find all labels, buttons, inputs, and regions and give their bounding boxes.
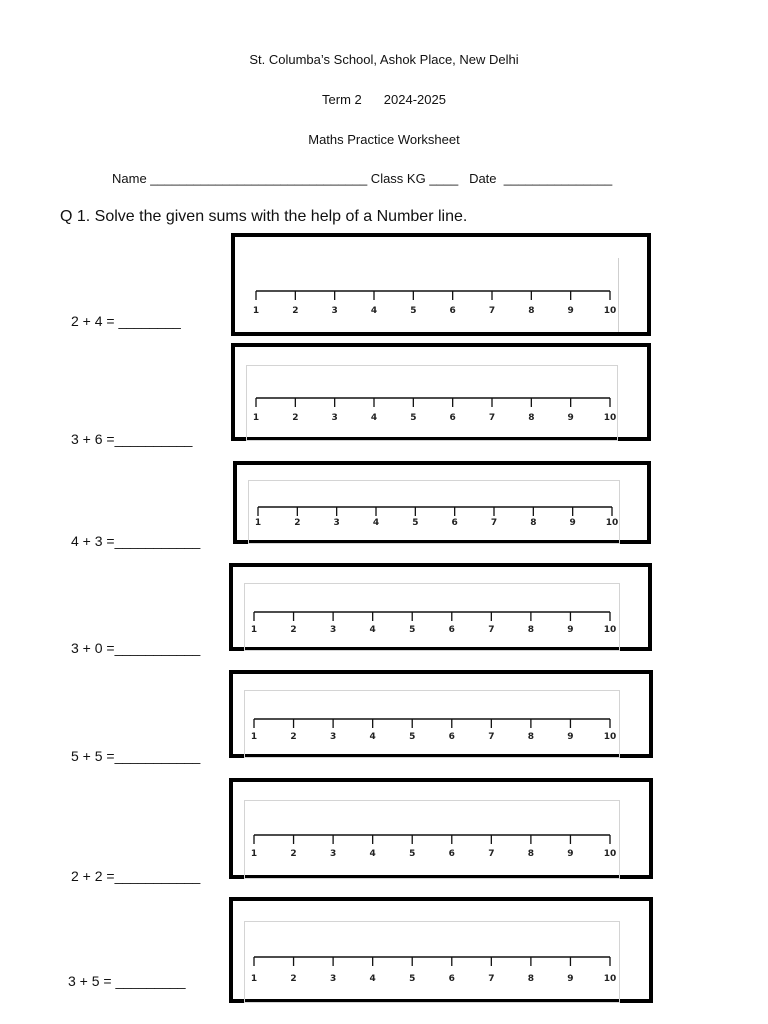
number-line-label: 6	[448, 732, 455, 742]
number-line-label: 10	[603, 974, 617, 984]
number-line-inner-border	[248, 480, 620, 544]
sum-4: 3 + 0 =___________	[71, 640, 201, 656]
number-line-inner-edge	[618, 258, 619, 332]
number-line-label: 7	[490, 518, 498, 528]
number-line-label: 5	[410, 306, 417, 316]
number-line-label: 8	[527, 974, 535, 984]
number-line-label: 6	[448, 974, 455, 984]
sum-3: 4 + 3 =___________	[71, 533, 201, 549]
number-line-label: 10	[603, 732, 617, 742]
number-line-label: 8	[530, 518, 537, 528]
number-line-label: 1	[250, 974, 258, 984]
number-line-label: 4	[370, 306, 378, 316]
number-line-label: 5	[410, 413, 417, 423]
number-line-label: 10	[605, 518, 619, 528]
number-line-label: 9	[567, 625, 574, 635]
number-line-label: 1	[252, 306, 260, 316]
number-line-label: 6	[448, 625, 455, 635]
number-line-label: 1	[250, 849, 258, 859]
number-line-label: 3	[329, 974, 337, 984]
number-line-inner-border	[244, 583, 620, 651]
number-line-label: 6	[451, 518, 458, 528]
number-line-label: 10	[603, 413, 617, 423]
number-line-label: 3	[331, 413, 338, 423]
number-line-label: 8	[527, 625, 535, 635]
number-line-inner-border	[244, 800, 620, 879]
sum-5: 5 + 5 =___________	[71, 748, 201, 764]
term-line	[0, 92, 768, 107]
number-line-label: 2	[294, 518, 301, 528]
number-line-label: 1	[250, 732, 258, 742]
number-line-label: 1	[250, 625, 258, 635]
number-line-label: 4	[369, 625, 376, 635]
number-line-label: 9	[567, 306, 574, 316]
number-line-label: 6	[449, 413, 456, 423]
number-line-label: 3	[331, 306, 338, 316]
number-line-label: 2	[290, 732, 297, 742]
number-line-label: 7	[488, 732, 495, 742]
number-line-label: 1	[254, 518, 262, 528]
number-line-label: 6	[448, 849, 455, 859]
number-line-label: 8	[527, 849, 535, 859]
number-line-label: 7	[488, 413, 496, 423]
number-line-label: 2	[290, 974, 297, 984]
number-line-inner-border	[246, 365, 618, 441]
number-line-label: 9	[567, 849, 574, 859]
student-info-line: Name ______________________________ Class KG ____ Date _______________	[112, 171, 613, 186]
number-line-label: 8	[527, 732, 535, 742]
number-line-label: 3	[329, 732, 337, 742]
number-line-label: 5	[409, 849, 416, 859]
number-line-label: 2	[290, 849, 297, 859]
number-line-label: 4	[369, 849, 376, 859]
sum-6: 2 + 2 =___________	[71, 868, 201, 884]
number-line-inner-border	[244, 690, 620, 758]
number-line-label: 4	[369, 732, 376, 742]
number-line-label: 5	[409, 625, 416, 635]
number-line-label: 4	[369, 974, 376, 984]
question-1: Q 1. Solve the given sums with the help of a Number line.	[60, 208, 468, 225]
number-line-label: 2	[290, 625, 297, 635]
sum-7: 3 + 5 = _________	[68, 973, 186, 989]
number-line-label: 7	[488, 974, 495, 984]
number-line-label: 3	[329, 625, 337, 635]
number-line-label: 8	[528, 306, 535, 316]
number-line-label: 9	[569, 518, 576, 528]
number-line-label: 5	[409, 974, 416, 984]
number-line-label: 10	[603, 306, 617, 316]
academic-year: 2024-2025	[383, 92, 446, 107]
number-line-label: 4	[370, 413, 378, 423]
number-line-label: 5	[409, 732, 416, 742]
number-line-label: 3	[333, 518, 340, 528]
number-line-box-1	[231, 233, 651, 336]
number-line-label: 7	[488, 306, 496, 316]
number-line-label: 9	[567, 732, 574, 742]
number-line-label: 8	[528, 413, 535, 423]
number-line-label: 4	[372, 518, 380, 528]
number-line-label: 7	[488, 625, 495, 635]
worksheet-title: Maths Practice Worksheet	[308, 132, 460, 147]
number-line-label: 2	[292, 306, 299, 316]
number-line-label: 5	[412, 518, 419, 528]
term-label: Term 2	[322, 92, 362, 107]
school-name: St. Columba’s School, Ashok Place, New Delhi	[249, 52, 519, 67]
number-line-label: 2	[292, 413, 299, 423]
number-line-label: 3	[329, 849, 337, 859]
number-line-label: 10	[603, 849, 617, 859]
number-line-inner-border	[244, 921, 620, 1003]
number-line-label: 9	[567, 413, 574, 423]
number-line-label: 6	[449, 306, 456, 316]
number-line-label: 1	[252, 413, 260, 423]
number-line-label: 10	[603, 625, 617, 635]
sum-1: 2 + 4 = ________	[71, 313, 181, 329]
sum-2: 3 + 6 =__________	[71, 431, 193, 447]
number-line-label: 9	[567, 974, 574, 984]
number-line-label: 7	[488, 849, 495, 859]
